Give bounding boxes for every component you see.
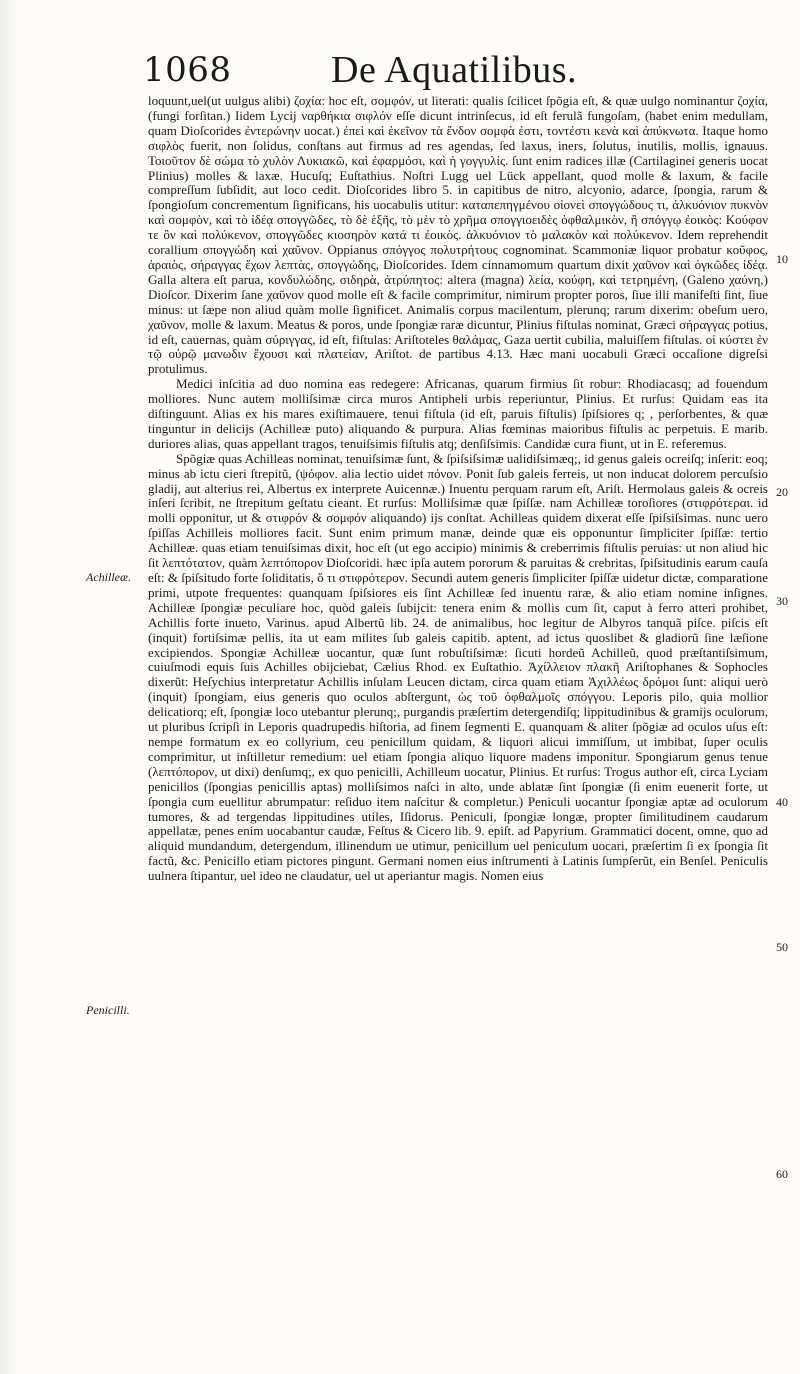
- body-text: [148, 94, 768, 884]
- line-number: 60: [776, 1167, 788, 1181]
- page-number: 1068: [143, 50, 232, 90]
- margin-note-penicilli: Penicilli.: [86, 1003, 130, 1017]
- margin-note-achilleae: Achilleæ.: [86, 570, 131, 584]
- page-header: [143, 48, 663, 92]
- line-number: 10: [776, 252, 788, 266]
- page-edge-shadow: [0, 0, 18, 1374]
- line-number: 40: [776, 795, 788, 809]
- paragraph: Medici inſcitia ad duo nomina eas redegere: Africanas, quarum firmius ſit robur: Rhodiacasq; ad fouendum molliores. Nunc autem molliſsimæ circa muros Antipheli urbis reperiuntur, Plinius. Et rurſus: Quidam eas ita diſtinguunt. Alias ex his mares exiſtimauere, tenui fiſtula (id eſt, paruis fiſtulis) ſpiſsiores q; , perſorbentes, & quæ tinguntur in delicijs (Achilleæ puto) aliquando & purpura. Alias fœminas maioribus fiſtulis ac perpetuis. E marib. duriores alias, quas appellant tragos, tenuiſsimis fiſtulis atq; denſiſsimis. Candidæ cura fiunt, ut in E. referemus.: [148, 376, 768, 451]
- line-number: 20: [776, 485, 788, 499]
- paragraph: Spõgiæ quas Achilleas nominat, tenuiſsimæ ſunt, & ſpiſsiſsimæ ualidiſsimæq;, id genus galeis ocreiſq; inſerit: eoq; minus ab ictu cieri ſtrepitũ, (ψόφον. alia lectio uidet πόνον. Ponit ſub galeis ferreis, ut non inducat dolorem percuſsio gladij, aut alterius rei, Albertus ex interprete Auicennæ.) Inuentu perquam rarum eſt, Ariſt. Hermolaus galeis & ocreis inſeri ſcribit, ne ſtrepitum geſtatu cieant. Et rurſus: Molliſsimæ quæ ſpiſſæ. nam Achilleæ toroſiores (στιφρότεραι. id molli opponitur, ut & στιφρόν & σομφόν aliquando) ijs conſtat. Achilleas quidem dixerat eſſe ſpiſsiſsimas. nunc uero ſpiſſas Achilleis molliores facit. Sunt enim primum manæ, deinde quæ eis opponuntur ſimpliciter ſpiſſæ: tertio Achilleæ. quas etiam tenuiſsimas dixit, hoc eſt (ut ego accipio) minimis & creberrimis fiſtulis peruias: ut non aliud hic ſit λεπτότατον, quàm λεπτόπορον Dioſcoridi. hæc ipſa autem pororum & paruitas & crebritas, ſpiſsitudinis earum cauſa eſt: & ſpiſsitudo forte ſoliditatis, ὅ τι στιφρότερον. Secundi autem generis ſimpliciter ſpiſſæ uidetur dictæ, comparatione primi, utpote frequentes: quanquam ſpiſsiores eis ſint Achilleæ ſed inuentu raræ, & alio etiam nomine inſignes. Achilleæ ſpongiæ peculiare hoc, quòd galeis ſubijcit: tenera enim & mollis cum ſit, caput à ferro atteri prohibet, Achillis forte inueto, Varinus. apud Albertũ lib. 24. de animalibus, hoc legitur de Albyros tanquã piſce. piſcis eſt (inquit) fortiſsimæ pellis, ita ut eam milites ſub galeis capitib. aptent, ad ictus quoslibet & gladiorũ ſine læſione excipiendos. Spongiæ Achilleæ uocantur, quæ ſunt robuſtiſsimæ: ſicuti hordeũ Achilleũ, quod præſtantiſsimum, cuiuſmodi equis ſuis Achilles obijciebat, Cælius Rhod. ex Euſtathio. Ἀχίλλειον πλακῆ Ariſtophanes & Sophocles dixerũt: Heſychius interpretatur Achillis inſulam Leucen dictam, circa quam etiam Ἀχιλλέως δρόμοι ſunt: aliqui uerò (inquit) ſpongiam, eius generis quo oculos abſtergunt, ὡς τοῦ ὀφθαλμοῖς σπόγγου. Leporis pilo, quia mollior delicatiorq; eſt, ſpongiæ loco utebantur plerunq;, purgandis præſertim detergendiſq; lippitudinibus & gramijs oculorum, ut pluribus ſcripſi in Leporis quadrupedis hiſtoria, ad finem ſegmenti E. quanquam & aliter ſpõgiæ ad oculos uſus eſt: nempe formatum ex eo collyrium, ceu penicillum quidam, & liquori alicui immiſſum, ut imbibat, ſuper oculis comprimitur, ut inſtilletur remedium: uel etiam ſpongia aliquo liquore madens imponitur. Spongiarum genus tenue (λεπτόπορον, ut dixi) denſumq;, ex quo penicilli, Achilleum uocatur, Plinius. Et rurſus: Trogus author eſt, circa Lyciam penicillos (ſpongias penicillis aptas) molliſsimos naſci in alto, unde ablatæ ſint ſpongiæ (ſi enim euenerit forte, ut ſpongia cum euellitur abrumpatur: reſiduo item naſcitur & completur.) Peniculi uocantur ſpongiæ aptæ ad oculorum tumores, & ad tergendas lippitudines utiles, Iſidorus. Peniculi, ſpongiæ longæ, propter ſimilitudinem caudarum appellatæ, penes enim uocabantur caudæ, Feſtus & Cicero lib. 9. epiſt. ad Papyrium. Grammatici docent, omne, quo ad aliquid mundandum, detergendum, illinendum ue utimur, penicillum uel peniculum uocari, præſertim ſi ex ſpongia ſit factũ, &c. Penicillo etiam pictores pingunt. Germani nomen eius inſtrumenti à Latinis ſumpſerũt, ein Benſel. Peniculis uulnera ſtipantur, uel ideo ne claudatur, uel ut aperiantur magis. Nomen eius: [148, 450, 768, 884]
- paragraph: loquunt,uel(ut uulgus alibi) ζοχία: hoc eſt, σομφόν, ut literati: qualis ſcilicet ſpõgia eſt, & quæ uulgo nominantur ζοχία, (fungi forſitan.) Iidem Lycij ναρθήκια σιφλόν eſſe dicunt intrinſecus, id eſt ferulã fungoſam, (habet enim medullam, quam Dioſcorides ἐντερώνην uocat.) ἐπεὶ καὶ ἐκεῖνον τὰ ἔνδον σομφὰ ἐστι, τοντέστι κενὰ καὶ ἀπύκνωτα. Itaque homo σιφλὸς fuerit, non ſolidus, conſtans aut firmus ad res agendas, ſed laxus, iners, ſolutus, inutilis, mollis, ignauus. Τοιοῦτον δὲ σώμα τὸ χυλὸν Λυκιακῶ, καὶ ἐφαρμόσι, καὶ ἡ γογγυλίς. ſunt enim radices illæ (Cartilaginei generis uocat Plinius) molles & laxæ. Hucuſq; Euſtathius. Noſtri Lugg uel Lück appellant, quod molle & laxum, & facile compreſſum ſubſidit, aut loco cedit. Dioſcorides libro 5. in capitibus de nitro, alcyonio, adarce, ſpongia, rarum & ſpongioſum concrementum ſignificans, his uocabulis utitur: καταπεπηγμένου οἱονεὶ σπογγώδους τι, ἀλκυόνιον πυκνὸν καὶ σομφὸν, καὶ τὸ ἰδέᾳ σπογγῶδες, τὸ δὲ ἑξῆς, τὸ μὲν τὸ χρῆμα σπογγιοειδὲς ὀφθαλμικὸν, ἢ σπόγγῳ ἐοικὸς: Κούφον τε ὂν καὶ πολύκενον, σπογγῶδες κιοσηρὸν κατά τι ἐοικὸς. ἀλκυόνιον τὸ μαλακὸν καὶ πολύκενον. Idem reprehendit corallium σπογγώδη καὶ χαῦνον. Oppianus σπόγγος πολυτρήτους cognominat. Scammoniæ liquor probatur κοῦφος, ἀραιὸς, σήραγγας ἔχων λεπτὰς, σπογγώδης, Dioſcorides. Idem cinnamomum quartum dixit χαῦνον καὶ ὀγκῶδες ἰδέᾳ. Galla altera eſt parua, κονδυλώδης, σιδηρὰ, ἀτρύπητος: altera (magna) λεία, κούφη, καὶ τετρημένη, (Galeno χαύνη,) Dioſcor. Dixerim ſane χαῦνον quod molle eſt & facile comprimitur, nimirum propter poros, ſiue illi manifeſti ſint, ſiue minus: ut ſæpe non aliud quàm molle ſignificet. Animalis corpus macilentum, plerunq; rarum dixerim: obeſum uero, χαῦνον, molle & laxum. Meatus & poros, unde ſpongiæ raræ dicuntur, Plinius fiſtulas nominat, Græci σήραγγας potius, id eſt, cauernas, quàm σύριγγας, id eſt, fiſtulas: Ariſtoteles θαλάμας, Gaza uertit cubilia, maluiſſem fiſtulas. οἱ κύστει ἐν τῷ οὐρῷ μανωδιν ἔχουσι καὶ πλατείαν, Ariſtot. de partibus 4.13. Hæc mani uocabuli Græci occaſione digreſsi protulimus.: [148, 93, 768, 377]
- running-title: De Aquatilibus.: [331, 49, 578, 91]
- line-number: 30: [776, 594, 788, 608]
- line-number: 50: [776, 940, 788, 954]
